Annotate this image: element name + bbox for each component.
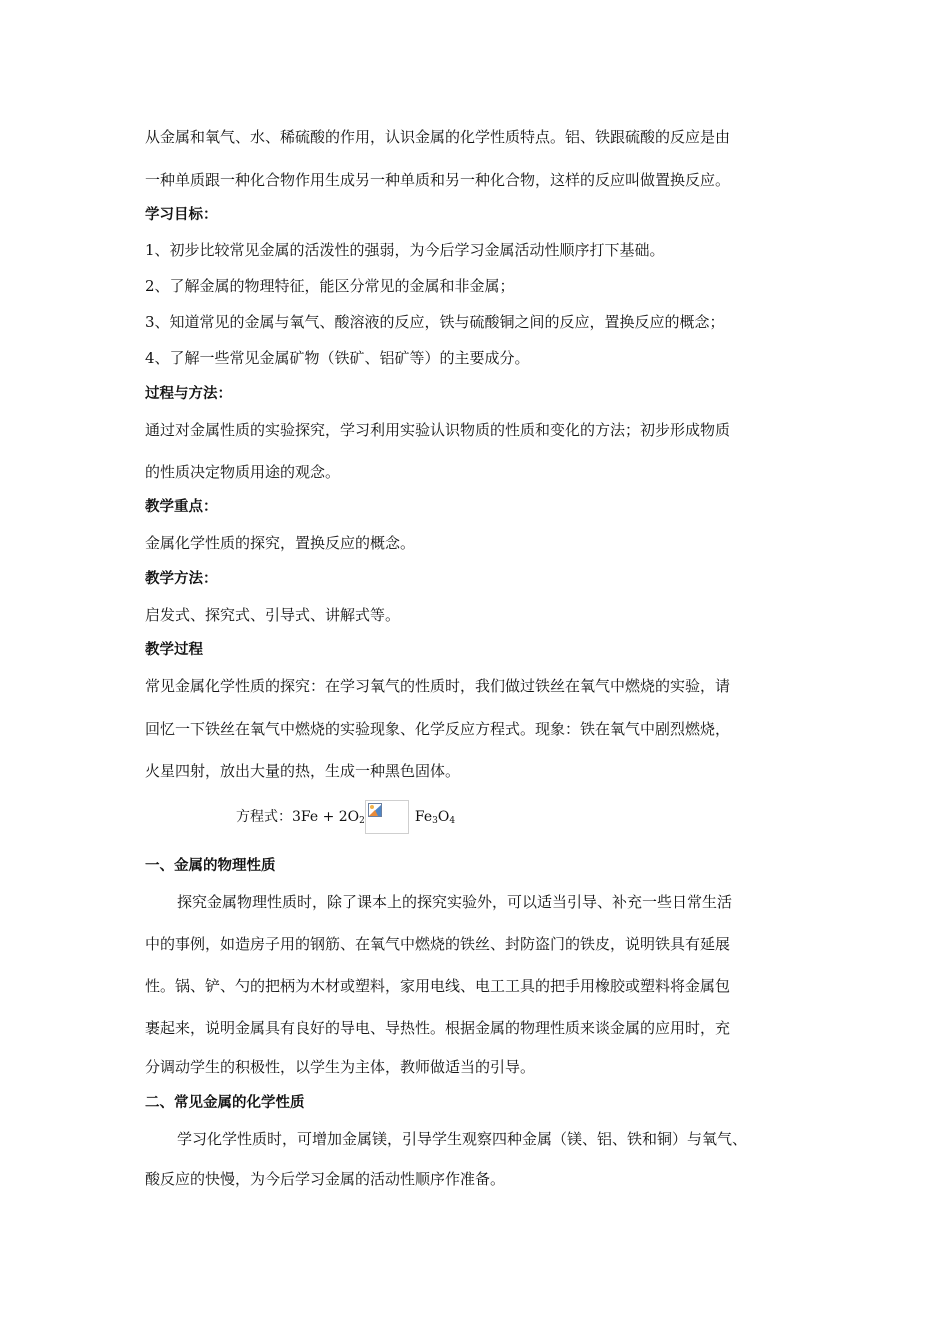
intro-line-1: 从金属和氧气、水、稀硫酸的作用，认识金属的化学性质特点。铝、铁跟硫酸的反应是由 <box>145 128 731 146</box>
product-oxygen: O <box>437 809 450 825</box>
focus-heading: 教学重点： <box>145 499 218 515</box>
teaching-line-1: 常见金属化学性质的探究：在学习氧气的性质时，我们做过铁丝在氧气中燃烧的实验，请 <box>145 677 731 695</box>
methods-text: 启发式、探究式、引导式、讲解式等。 <box>145 606 401 624</box>
intro-line-2: 一种单质跟一种化合物作用生成另一种单质和另一种化合物，这样的反应叫做置换反应。 <box>145 171 731 189</box>
teaching-line-3: 火星四射，放出大量的热，生成一种黑色固体。 <box>145 762 461 780</box>
section2-line: 酸反应的快慢，为今后学习金属的活动性顺序作准备。 <box>145 1170 506 1188</box>
process-line-1: 通过对金属性质的实验探究，学习利用实验认识物质的性质和变化的方法；初步形成物质 <box>145 421 731 439</box>
objective-item: 4、了解一些常见金属矿物（铁矿、铝矿等）的主要成分。 <box>145 349 530 367</box>
teaching-line-2: 回忆一下铁丝在氧气中燃烧的实验现象、化学反应方程式。现象：铁在氧气中剧烈燃烧， <box>145 720 731 738</box>
section1-heading: 一、金属的物理性质 <box>145 858 276 874</box>
section1-line: 分调动学生的积极性，以学生为主体，教师做适当的引导。 <box>145 1058 536 1076</box>
product-subscript-2: 4 <box>449 816 456 826</box>
reaction-equation <box>236 800 916 834</box>
section1-line: 裹起来，说明金属具有良好的导电、导热性。根据金属的物理性质来谈金属的应用时，充 <box>145 1019 731 1037</box>
process-heading: 过程与方法： <box>145 386 232 402</box>
o2-subscript: 2 <box>359 816 365 826</box>
section1-line: 中的事例，如造房子用的钢筋、在氧气中燃烧的铁丝、封防盗门的铁皮，说明铁具有延展 <box>145 935 731 953</box>
equation-prefix: 方程式：3Fe + 2O <box>236 809 360 825</box>
objectives-heading: 学习目标： <box>145 207 218 223</box>
equation-product: Fe <box>414 809 433 825</box>
objective-item: 2、了解金属的物理特征，能区分常见的金属和非金属； <box>145 277 515 295</box>
objective-item: 3、知道常见的金属与氧气、酸溶液的反应，铁与硫酸铜之间的反应，置换反应的概念； <box>145 313 725 331</box>
section2-line: 学习化学性质时，可增加金属镁，引导学生观察四种金属（镁、铝、铁和铜）与氧气、 <box>177 1130 748 1148</box>
section2-heading: 二、常见金属的化学性质 <box>145 1095 305 1111</box>
teaching-heading: 教学过程 <box>145 642 203 658</box>
reaction-condition-image-placeholder <box>365 800 409 834</box>
methods-heading: 教学方法： <box>145 571 218 587</box>
objective-item: 1、初步比较常见金属的活泼性的强弱，为今后学习金属活动性顺序打下基础。 <box>145 241 665 259</box>
focus-text: 金属化学性质的探究，置换反应的概念。 <box>145 534 416 552</box>
process-line-2: 的性质决定物质用途的观念。 <box>145 463 341 481</box>
broken-image-icon <box>368 803 382 817</box>
section1-line: 探究金属物理性质时，除了课本上的探究实验外，可以适当引导、补充一些日常生活 <box>177 893 733 911</box>
product-subscript-1: 3 <box>432 816 438 826</box>
section1-line: 性。锅、铲、勺的把柄为木材或塑料，家用电线、电工工具的把手用橡胶或塑料将金属包 <box>145 977 731 995</box>
